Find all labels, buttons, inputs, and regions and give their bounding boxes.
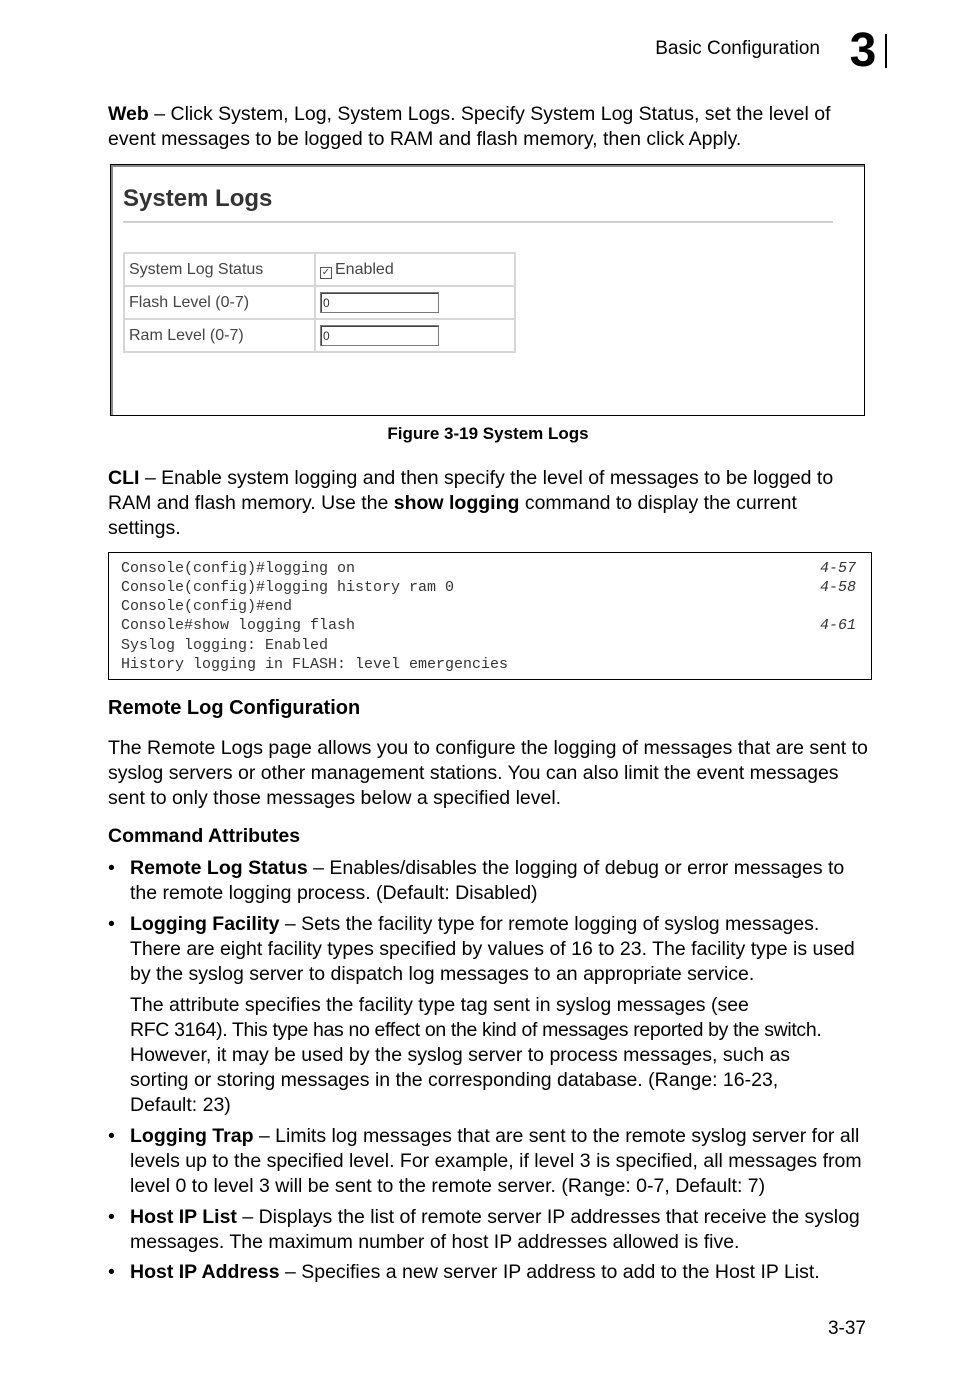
ram-level-cell [315, 319, 515, 352]
bullet-marker: • [108, 1261, 115, 1283]
bullet-desc: – Sets the facility type for remote logging of syslog messages. There are eight facility types specified by values of 16 to 23. The facility type is used by the syslog server to dispatch log messages to an appropriate service. [130, 913, 855, 985]
cli-instructions [108, 466, 868, 541]
list-item [108, 1260, 868, 1285]
flash-level-label: Flash Level (0-7) [124, 286, 315, 319]
code-line [121, 560, 856, 579]
code-ref: 4-61 [819, 617, 856, 634]
code-line [121, 598, 856, 617]
code-line [121, 656, 856, 675]
system-log-status-cell [315, 253, 515, 286]
note-line: Default: 23) [130, 1094, 231, 1116]
bullet-term: Remote Log Status [130, 857, 308, 879]
bullet-term: Host IP List [130, 1206, 237, 1228]
list-item [108, 856, 868, 906]
system-logs-screenshot [110, 164, 865, 416]
code-text: Console(config)#end [121, 598, 293, 615]
bullet-marker: • [108, 1206, 115, 1228]
table-row [124, 253, 515, 286]
cli-text-after: command to display the current settings. [108, 492, 797, 539]
chapter-rule [885, 34, 887, 68]
bullet-text [130, 1205, 870, 1255]
flash-level-cell [315, 286, 515, 319]
bullet-marker: • [108, 857, 115, 879]
code-line [121, 617, 856, 636]
bullet-marker: • [108, 1125, 115, 1147]
system-logs-table [123, 252, 516, 353]
code-text: Console(config)#logging on [121, 560, 356, 577]
flash-level-input[interactable] [320, 292, 439, 313]
system-log-status-label: System Log Status [124, 253, 315, 286]
cli-lead: CLI [108, 467, 140, 489]
enabled-checkbox[interactable]: ✓ [321, 266, 331, 278]
bullet-text [130, 1260, 870, 1285]
code-text: History logging in FLASH: level emergencies [121, 656, 509, 673]
section-paragraph: The Remote Logs page allows you to configure the logging of messages that are sent to syslog servers or other management stations. You can also limit the event messages sent to only those messages below a specified level. [108, 737, 868, 809]
bullet-term: Logging Facility [130, 913, 280, 935]
cli-code-block [108, 552, 872, 680]
bullet-text [130, 912, 870, 987]
page-number: 3-37 [827, 1318, 866, 1339]
code-text: Console(config)#logging history ram 0 [121, 579, 455, 596]
note-line: sorting or storing messages in the corresponding database. (Range: 16-23, [130, 1069, 779, 1091]
panel-title: System Logs [123, 185, 273, 212]
facility-note [108, 993, 868, 1118]
bullet-term: Host IP Address [130, 1261, 280, 1283]
list-item [108, 1124, 868, 1199]
note-line: RFC 3164). This type has no effect on the kind of messages reported by the switch. [130, 1019, 822, 1041]
code-line [121, 637, 856, 656]
code-ref: 4-58 [819, 579, 856, 596]
cli-text-before: – Enable system logging and then specify the level of messages to be logged to RAM and flash memory. Use the [108, 467, 834, 514]
note-line: The attribute specifies the facility type tag sent in syslog messages (see [130, 994, 749, 1016]
bullet-desc: – Displays the list of remote server IP addresses that receive the syslog messages. The maximum number of host IP addresses allowed is five. [130, 1206, 860, 1253]
figure-caption: Figure 3-19 System Logs [387, 424, 589, 443]
web-instructions [108, 102, 868, 152]
enabled-checkbox-label: Enabled [335, 260, 394, 278]
code-ref: 4-57 [819, 560, 856, 577]
bullet-text [130, 1124, 870, 1199]
chapter-number: 3 [849, 24, 877, 77]
bullet-term: Logging Trap [130, 1125, 254, 1147]
section-heading: Remote Log Configuration [108, 697, 361, 719]
code-text: Syslog logging: Enabled [121, 637, 329, 654]
bullet-marker: • [108, 913, 115, 935]
ram-level-input[interactable] [320, 325, 439, 346]
bullet-desc: – Limits log messages that are sent to the remote syslog server for all levels up to the specified level. For example, if level 3 is specified, all messages from level 0 to level 3 will be sent to the remote server. (Range: 0-7, Default: 7) [130, 1125, 862, 1197]
web-text: – Click System, Log, System Logs. Specify System Log Status, set the level of event messages to be logged to RAM and flash memory, then click Apply. [108, 103, 831, 150]
code-line [121, 579, 856, 598]
note-line: However, it may be used by the syslog server to process messages, such as [130, 1044, 791, 1066]
panel-divider [123, 221, 833, 223]
code-text: Console#show logging flash [121, 617, 356, 634]
bullet-desc: – Enables/disables the logging of debug or error messages to the remote logging process. (Default: Disabled) [130, 857, 845, 904]
web-lead: Web [108, 103, 149, 125]
table-row [124, 319, 515, 352]
ram-level-label: Ram Level (0-7) [124, 319, 315, 352]
list-item [108, 1205, 868, 1255]
attributes-heading: Command Attributes [108, 825, 301, 847]
bullet-text [130, 856, 870, 906]
table-row [124, 286, 515, 319]
list-item [108, 912, 868, 987]
running-header: Basic Configuration [655, 38, 820, 59]
bullet-desc: – Specifies a new server IP address to add to the Host IP List. [279, 1261, 820, 1283]
cli-command: show logging [393, 492, 520, 514]
